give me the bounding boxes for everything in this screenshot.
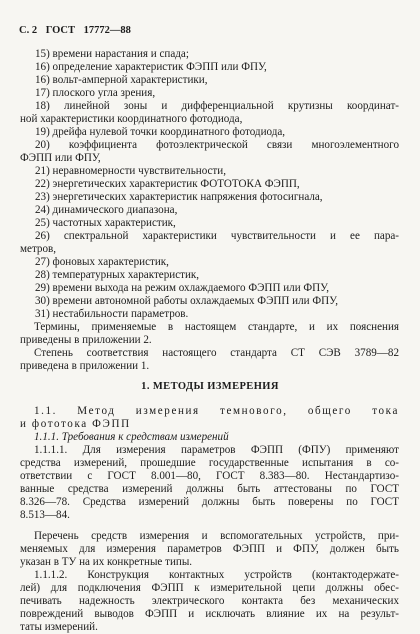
subsection-title: 1.1. Метод измерения темнового, общего тока	[34, 405, 399, 417]
text-line: ной характеристики координатного фотодиода,	[20, 113, 243, 125]
text-line: Перечень средств измерения и вспомогательных устройств, при-	[34, 530, 399, 542]
text-line: 17) плоского угла зрения,	[35, 87, 156, 99]
text-line: 21) неравномерности чувствительности,	[35, 165, 226, 177]
text-line: 28) температурных характеристик,	[35, 269, 200, 281]
text-line: 18) линейной зоны и дифференциальной крутизны координат-	[35, 100, 399, 112]
text-line: 27) фоновых характеристик,	[35, 256, 169, 268]
text-line: 16) определение характеристик ФЭПП или ФПУ,	[35, 61, 267, 73]
text-line: 19) дрейфа нулевой точки координатного фотодиода,	[35, 126, 286, 138]
text-line: указан в ТУ на их конкретные типы.	[20, 556, 193, 568]
text-line: ответствии с ГОСТ 8.001—80, ГОСТ 8.383—80. Нестандартизо-	[20, 470, 399, 482]
text-line: 31) нестабильности параметров.	[35, 308, 189, 320]
text-line: Степень соответствия настоящего стандарта СТ СЭВ 3789—82	[34, 347, 399, 359]
subsection-heading: 1.1.1. Требования к средствам измерений	[34, 431, 229, 443]
section-title: 1. МЕТОДЫ ИЗМЕРЕНИЯ	[141, 381, 279, 392]
text-line: 29) времени выхода на режим охлаждаемого ФЭПП или ФПУ,	[35, 282, 330, 294]
text-line: приведена в приложении 1.	[20, 360, 150, 372]
text-line: 1.1.1.1. Для измерения параметров ФЭПП (ФПУ) применяют	[34, 444, 399, 456]
text-line: повреждений выводов ФЭПП и исключать влияние их на результ-	[20, 608, 399, 620]
text-line: Термины, применяемые в настоящем стандарте, и их пояснения	[34, 321, 399, 333]
page-header	[19, 25, 137, 36]
text-line: 25) частотных характеристик,	[35, 217, 176, 229]
text-line: 15) времени нарастания и спада;	[35, 48, 189, 60]
text-line: печивать надежность электрического контакта без механических	[20, 595, 399, 607]
text-line: 22) энергетических характеристик ФОТОТОКА ФЭПП,	[35, 178, 300, 190]
text-line: 26) спектральной характеристики чувствительности и ее пара-	[35, 230, 399, 242]
text-line: 8.326—78. Средства измерений должны быть поверены по ГОСТ	[20, 496, 399, 508]
text-line: средства измерений, прошедшие государственные испытания в со-	[20, 457, 399, 469]
text-line: лей) для подключения ФЭПП к измерительной цепи должны обес-	[20, 582, 399, 594]
text-line: 24) динамического диапазона,	[35, 204, 178, 216]
text-line: таты измерений.	[20, 621, 98, 633]
standard-label: ГОСТ	[45, 25, 76, 36]
text-line: ванные средства измерений должны быть аттестованы по ГОСТ	[20, 483, 399, 495]
text-line: 8.513—84.	[20, 509, 70, 521]
text-line: ФЭПП или ФПУ,	[20, 152, 101, 164]
text-line: 30) времени автономной работы охлаждаемых ФЭПП или ФПУ,	[35, 295, 338, 307]
text-line: 16) вольт-амперной характеристики,	[35, 74, 208, 86]
text-line: меняемых для измерения параметров ФЭПП и ФПУ, должен быть	[20, 543, 399, 555]
text-line: 1.1.1.2. Конструкция контактных устройств (контактодержате-	[34, 569, 399, 581]
subsection-title: и фототока ФЭПП	[20, 418, 131, 430]
text-line: 23) энергетических характеристик напряжения фотосигнала,	[35, 191, 323, 203]
text-line: метров,	[20, 243, 57, 255]
text-line: приведены в приложении 2.	[20, 334, 152, 346]
page-number: С. 2	[19, 25, 38, 36]
standard-number: 17772—88	[83, 25, 131, 36]
text-line: 20) коэффициента фотоэлектрической связи многоэлементного	[35, 139, 399, 151]
